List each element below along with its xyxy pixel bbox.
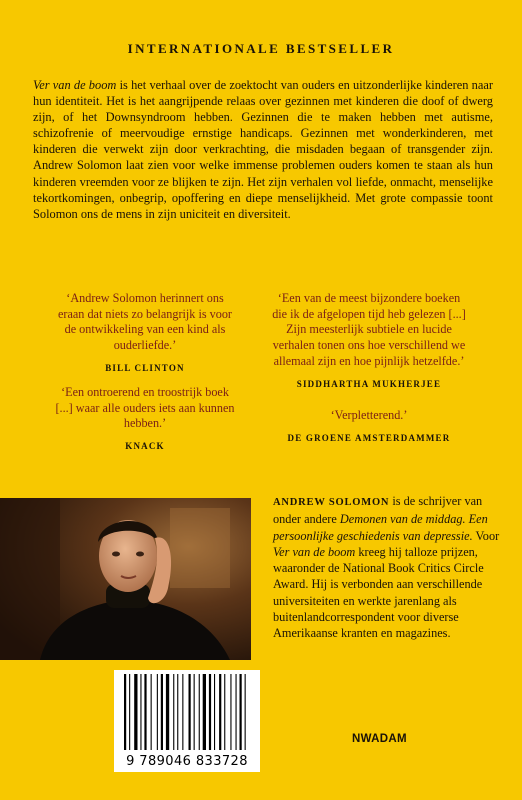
headline: INTERNATIONALE BESTSELLER	[127, 41, 395, 56]
barcode-bar	[182, 674, 183, 750]
barcode-bar	[189, 674, 191, 750]
review-quotes	[0, 291, 522, 476]
barcode-bar	[151, 674, 152, 750]
barcode-bar	[199, 674, 200, 750]
barcode-bar	[140, 674, 141, 750]
barcode-bar	[177, 674, 178, 750]
barcode-bar	[230, 674, 231, 750]
blurb-body: is het verhaal over de zoektocht van ouders en uitzonderlijke kinderen naar hun identiteit. Het is het aangrijpende relaas over gezinnen met kinderen die doof of dwerg zijn, of het Downsyndroom hebben. Gezinnen die te maken hebben met autisme, schizofrenie of meervoudige ernstige handicaps. Gezinnen met wonderkinderen, met kinderen die verwekt zijn door verkrachting, die misdaden begaan of transgender zijn. Andrew Solomon laat zien voor welke immense problemen ouders komen te staan als hun kinderen vreemden voor ze blijken te zijn. Het zijn verhalen vol liefde, onmacht, menselijke tekortkomingen, onbegrip, opoffering en diepe menselijkheid. Met grote compassie toont Solomon ons de mens in zijn uniciteit en diversiteit.	[33, 78, 493, 221]
quote-text: ‘Een van de meest bijzondere boeken die ik de afgelopen tijd heb gelezen [...] Zijn meesterlijk subtiele en lucide verhalen tonen ons hoe verschillend we allemaal zijn en hoe pijnlijk hetzelfde.’	[272, 291, 466, 368]
author-name: ANDREW SOLOMON	[273, 497, 390, 508]
barcode-bar	[214, 674, 215, 750]
quote-text: ‘Een ontroerend en troostrijk boek [...] waar alle ouders iets aan kunnen hebben.’	[55, 385, 235, 431]
publisher-logo: NWADAM	[352, 733, 407, 745]
barcode-bar	[129, 674, 130, 750]
bio-book-title: Demonen van de middag. Een persoonlijke geschiedenis van depressie.	[273, 512, 488, 543]
bio-text: Voor	[472, 528, 500, 543]
barcode-bar	[219, 674, 221, 750]
quote-source: DE GROENE AMSTERDAMMER	[287, 432, 451, 443]
bio-text: kreeg hij talloze prijzen, waaronder de National Book Critics Circle Award. Hij is verbonden aan verschillende universiteiten en werkte jarenlang als buitenlandcorrespondent voor diverse Amerikaanse kranten en magazines.	[273, 544, 484, 641]
author-bio	[273, 493, 501, 642]
quote-text: ‘Verpletterend.’	[330, 408, 408, 422]
quote-groene	[270, 408, 468, 444]
author-photo	[0, 498, 251, 660]
barcode-bar	[157, 674, 158, 750]
barcode-bar	[173, 674, 174, 750]
blurb-title: Ver van de boom	[33, 78, 117, 92]
barcode-bar	[134, 674, 137, 750]
barcode-bar	[144, 674, 146, 750]
quote-text: ‘Andrew Solomon herinnert ons eraan dat niets zo belangrijk is voor de ontwikkeling van een kind als ouderliefde.’	[58, 291, 232, 353]
barcode-bar	[166, 674, 169, 750]
barcode-bar	[236, 674, 237, 750]
barcode-bar	[224, 674, 225, 750]
barcode-bar	[194, 674, 195, 750]
barcode-bar	[240, 674, 242, 750]
isbn-barcode	[114, 670, 260, 772]
quote-mukherjee	[270, 291, 468, 390]
quote-source: KNACK	[125, 441, 165, 452]
quote-knack	[52, 385, 238, 452]
barcode-bar	[209, 674, 211, 750]
barcode-bar	[124, 674, 126, 750]
isbn-number: 9 789046 833728	[126, 754, 248, 769]
quote-clinton	[52, 291, 238, 374]
barcode-bar	[203, 674, 206, 750]
quote-source: BILL CLINTON	[105, 362, 185, 373]
barcode-bar	[245, 674, 246, 750]
bio-text: is de schrijver van onder andere	[273, 494, 483, 527]
barcode-bar	[161, 674, 163, 750]
author-portrait-illustration	[0, 498, 251, 660]
barcode-bars	[114, 674, 260, 754]
quote-source: SIDDHARTHA MUKHERJEE	[296, 378, 442, 389]
bio-book-title: Ver van de boom	[273, 544, 356, 559]
blurb	[33, 77, 493, 222]
